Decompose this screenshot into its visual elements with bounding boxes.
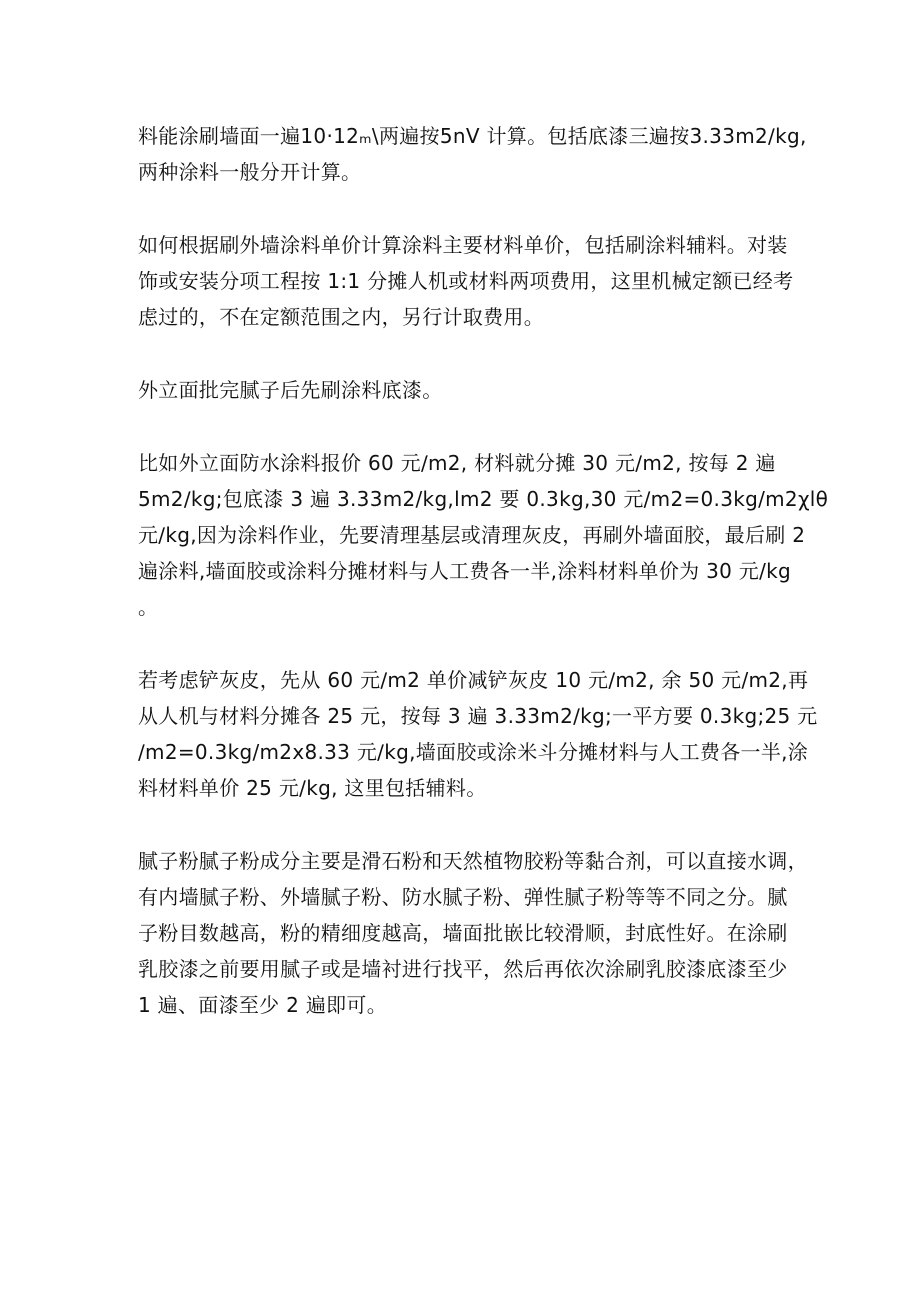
paragraph-waterproof-example [138, 445, 829, 625]
text-line: 5m2∕kg;包底漆 3 遍 3.33m2/kg,lm2 要 0.3kg,30 元∕m2=0.3kg/m2χlθ [138, 487, 829, 511]
text-line: 料材料单价 25 元∕kg, 这里包括辅料。 [138, 776, 487, 800]
paragraph-unit-price-method [138, 227, 810, 335]
text-line: 1 遍、面漆至少 2 遍即可。 [138, 993, 388, 1017]
text-line: 乳胶漆之前要用腻子或是墙衬进行找平，然后再依次涂刷乳胶漆底漆至少 [138, 957, 788, 981]
text-line: 子粉目数越高，粉的精细度越高，墙面批嵌比较滑顺，封底性好。在涂刷 [138, 921, 788, 945]
text-line: 如何根据刷外墙涂料单价计算涂料主要材料单价，包括刷涂料辅料。对装 [138, 233, 788, 257]
text-line: 从人机与材料分摊各 25 元，按每 3 遍 3.33m2∕kg;一平方要 0.3kg;25 元 [138, 704, 818, 728]
text-line: ∕m2=0.3kg/m2x8.33 元∕kg,墙面胶或涂米斗分摊材料与人工费各一半,涂 [138, 740, 809, 764]
text-line: 两种涂料一般分开计算。 [138, 160, 362, 184]
paragraph-putty-powder [138, 843, 810, 1023]
text-line: 料能涂刷墙面一遍10·12ₘ\两遍按5nV 计算。包括底漆三遍按3.33m2∕kg, [138, 124, 807, 148]
paragraph-scraping-example [138, 662, 818, 806]
text-line: 有内墙腻子粉、外墙腻子粉、防水腻子粉、弹性腻子粉等等不同之分。腻 [138, 885, 788, 909]
text-line: 若考虑铲灰皮，先从 60 元∕m2 单价减铲灰皮 10 元∕m2, 余 50 元/m2,再 [138, 668, 809, 692]
text-line: 。 [138, 595, 159, 619]
paragraph-primer-note [138, 372, 810, 408]
text-line: 比如外立面防水涂料报价 60 元∕m2, 材料就分摊 30 元∕m2, 按每 2 遍 [138, 451, 776, 475]
text-line: 遍涂料,墙面胶或涂料分摊材料与人工费各一半,涂料材料单价为 30 元/kg [138, 559, 791, 583]
paragraph-coverage-rate [138, 118, 810, 190]
text-line: 腻子粉腻子粉成分主要是滑石粉和天然植物胶粉等黏合剂，可以直接水调， [138, 849, 808, 873]
text-line: 虑过的，不在定额范围之内，另行计取费用。 [138, 305, 544, 329]
text-line: 饰或安装分项工程按 1:1 分摊人机或材料两项费用，这里机械定额已经考 [138, 269, 794, 293]
text-line: 外立面批完腻子后先刷涂料底漆。 [138, 378, 443, 402]
text-line: 元∕kg,因为涂料作业，先要清理基层或清理灰皮，再刷外墙面胶，最后刷 2 [138, 523, 806, 547]
